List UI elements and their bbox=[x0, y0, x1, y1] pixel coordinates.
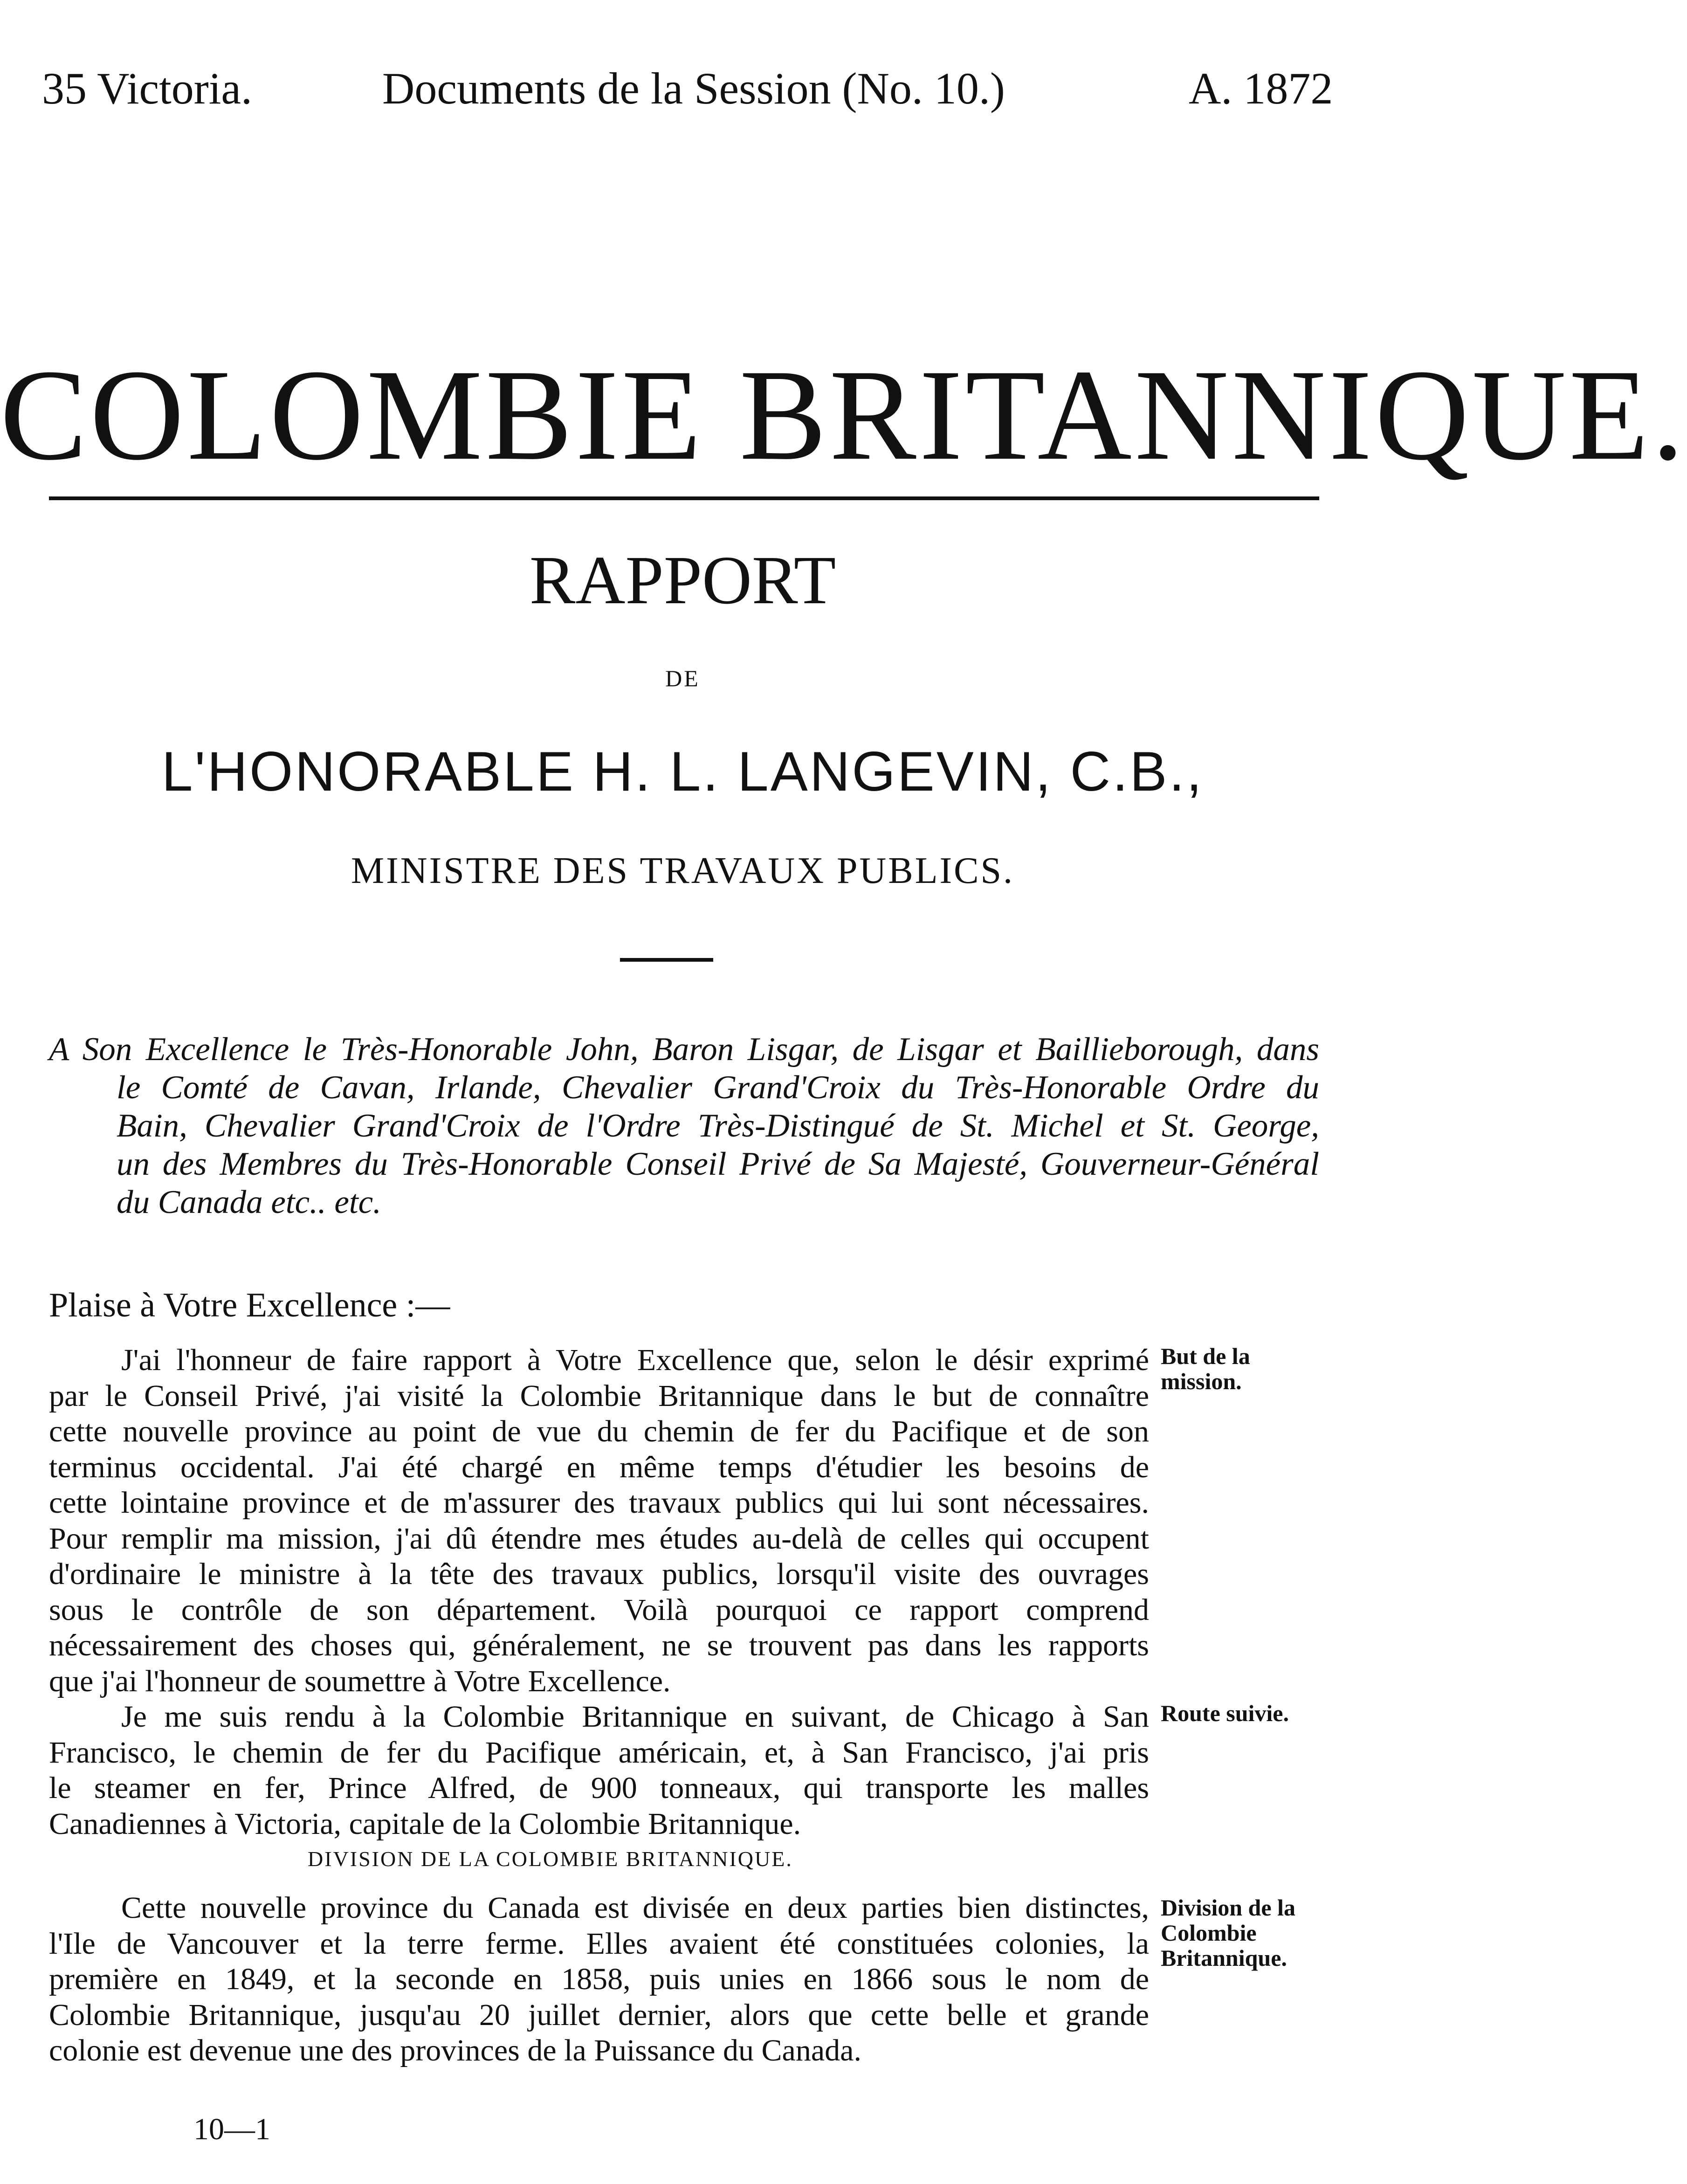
text-line: par le Conseil Privé, j'ai visité la Colombie Britannique dans le but de connaître bbox=[49, 1378, 1149, 1413]
text-line: l'Ile de Vancouver et la terre ferme. Elles avaient été constituées colonies, la bbox=[49, 1926, 1149, 1961]
running-header-right: A. 1872 bbox=[1189, 63, 1333, 113]
dedication-line: A Son Excellence le Très-Honorable John, Baron Lisgar, de Lisgar et Baillieborough, dans bbox=[49, 1031, 1319, 1068]
text-line: première en 1849, et la seconde en 1858, puis unies en 1866 sous le nom de bbox=[49, 1962, 1149, 1996]
margin-note: Route suivie. bbox=[1161, 1700, 1289, 1726]
running-header-left: 35 Victoria. bbox=[42, 63, 253, 113]
margin-note: Division de la Colombie Britannique. bbox=[1161, 1895, 1295, 1971]
signature-mark: 10—1 bbox=[193, 2112, 270, 2146]
text-line: que j'ai l'honneur de soumettre à Votre Excellence. bbox=[49, 1664, 671, 1698]
report-label: RAPPORT bbox=[529, 542, 836, 619]
text-line: Colombie Britannique, jusqu'au 20 juillet dernier, alors que cette belle et grande bbox=[49, 1998, 1149, 2032]
text-line: sous le contrôle de son département. Voilà pourquoi ce rapport comprend bbox=[49, 1592, 1149, 1627]
title-rule bbox=[49, 496, 1319, 500]
author-name: L'HONORABLE H. L. LANGEVIN, C.B., bbox=[161, 740, 1204, 803]
body-paragraph bbox=[49, 1890, 1149, 2069]
section-heading: DIVISION DE LA COLOMBIE BRITANNIQUE. bbox=[308, 1847, 793, 1871]
text-line: J'ai l'honneur de faire rapport à Votre Excellence que, selon le désir exprimé bbox=[121, 1343, 1149, 1377]
running-header-center: Documents de la Session (No. 10.) bbox=[382, 63, 1005, 113]
text-line: d'ordinaire le ministre à la tête des travaux publics, lorsqu'il visite des ouvrages bbox=[49, 1557, 1149, 1591]
text-line: terminus occidental. J'ai été chargé en même temps d'étudier les besoins de bbox=[49, 1450, 1149, 1484]
text-line: Cette nouvelle province du Canada est divisée en deux parties bien distinctes, bbox=[121, 1891, 1149, 1925]
report-de: DE bbox=[665, 665, 700, 691]
body-paragraph bbox=[49, 1343, 1149, 1699]
section-rule bbox=[620, 958, 713, 962]
text-line: colonie est devenue une des provinces de la Puissance du Canada. bbox=[49, 2033, 861, 2067]
dedication-line: du Canada etc.. etc. bbox=[117, 1184, 381, 1220]
dedication-line: le Comté de Cavan, Irlande, Chevalier Grand'Croix du Très-Honorable Ordre du bbox=[117, 1069, 1319, 1106]
author-position: MINISTRE DES TRAVAUX PUBLICS. bbox=[351, 850, 1014, 891]
text-line: Francisco, le chemin de fer du Pacifique américain, et, à San Francisco, j'ai pris bbox=[49, 1735, 1149, 1770]
dedication-line: un des Membres du Très-Honorable Conseil Privé de Sa Majesté, Gouverneur-Général bbox=[117, 1146, 1319, 1182]
dedication bbox=[49, 1030, 1319, 1221]
text-line: cette nouvelle province au point de vue du chemin de fer du Pacifique et de son bbox=[49, 1414, 1149, 1448]
salutation: Plaise à Votre Excellence :— bbox=[49, 1286, 450, 1324]
text-line: Canadiennes à Victoria, capitale de la Colombie Britannique. bbox=[49, 1806, 801, 1841]
body-paragraph bbox=[49, 1699, 1149, 1842]
text-line: Pour remplir ma mission, j'ai dû étendre mes études au-delà de celles qui occupent bbox=[49, 1521, 1149, 1556]
document-title: COLOMBIE BRITANNIQUE. bbox=[0, 342, 1687, 487]
text-line: le steamer en fer, Prince Alfred, de 900 tonneaux, qui transporte les malles bbox=[49, 1771, 1149, 1805]
text-line: cette lointaine province et de m'assurer des travaux publics qui lui sont nécessaires. bbox=[49, 1486, 1149, 1520]
dedication-line: Bain, Chevalier Grand'Croix de l'Ordre Très-Distingué de St. Michel et St. George, bbox=[117, 1108, 1319, 1144]
margin-note: But de la mission. bbox=[1161, 1343, 1250, 1394]
text-line: Je me suis rendu à la Colombie Britannique en suivant, de Chicago à San bbox=[121, 1700, 1149, 1734]
text-line: nécessairement des choses qui, généralement, ne se trouvent pas dans les rapports bbox=[49, 1628, 1149, 1662]
